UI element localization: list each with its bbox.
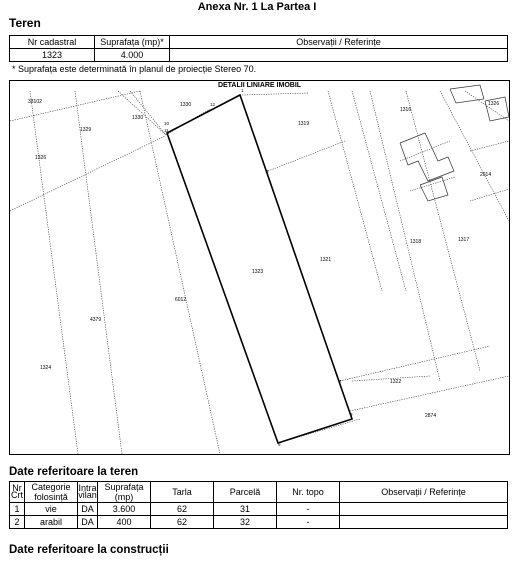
parcel-label: 1318 [410,239,422,245]
parcel-label: 1324 [40,365,52,371]
parcel-label: 1317 [458,237,470,243]
parcel-label: 1321 [320,257,332,263]
vertex-label: 3 [266,169,269,174]
vertex-label: 10 [164,121,170,126]
parcel-label: 1329 [80,127,92,133]
parcel-label: 1322 [390,379,402,385]
parcel-label: 33102 [28,99,42,105]
parcel-label: 2014 [480,172,492,178]
cell-nr-topo: - [277,516,340,529]
cell-nr-cadastral: 1323 [10,49,95,62]
parcel-labels [28,99,499,419]
cell-tarla: 62 [151,503,214,516]
cell-parcela: 32 [214,516,277,529]
table-row [10,49,508,62]
header-suprafata: Suprafața (mp) [98,482,151,503]
header-intravilan: Intra vilan [78,482,98,503]
map-drawing [10,81,509,454]
teren-section-title: Teren [9,16,41,30]
cell-observatii [170,49,508,62]
cell-observatii [340,503,508,516]
vertex-label: 12 [210,102,216,107]
teren-table-header [10,36,508,49]
header-observatii: Observații / Referințe [340,482,508,503]
cell-suprafata: 3.600 [98,503,151,516]
cell-observatii [340,516,508,529]
header-categorie: Categorie folosință [25,482,78,503]
annex-title: Anexa Nr. 1 La Partea I [197,1,317,13]
parcel-label: 1319 [298,121,310,127]
header-parcela: Parcelă [214,482,277,503]
table-row [10,503,508,516]
parcel-label: 1326 [35,155,47,161]
cell-intravilan: DA [78,516,98,529]
vertex-label: 7 [339,379,342,384]
header-nr-crt: Nr Crt [10,482,25,503]
projection-note: * Suprafața este determinată în planul de proiecție Stereo 70. [12,64,257,74]
parcel-label: 1326 [488,101,500,107]
header-nr-cadastral: Nr cadastral [10,36,95,49]
cell-categorie: vie [25,503,78,516]
cell-nr-topo: - [277,503,340,516]
parcel-label: 2874 [425,413,437,419]
parcel-label-main: 1323 [252,269,264,275]
parcel-label: 1330 [132,115,144,121]
parcel-label: 1330 [180,102,192,108]
cell-suprafata: 400 [98,516,151,529]
header-suprafata: Suprafața (mp)* [95,36,170,49]
vertex-label: 9 [278,442,281,447]
cell-suprafata: 4.000 [95,49,170,62]
date-teren-title: Date referitoare la teren [9,466,139,478]
header-observatii: Observații / Referințe [170,36,508,49]
cell-parcela: 31 [214,503,277,516]
map-title: DETALII LINIARE IMOBIL [217,82,302,89]
header-nr-topo: Nr. topo [277,482,340,503]
cell-intravilan: DA [78,503,98,516]
date-constructii-title: Date referitoare la construcții [9,544,169,556]
table-row [10,516,508,529]
vertex-label: 11 [164,128,169,133]
parcel-label: 4379 [90,317,102,323]
teren-table [9,35,508,62]
date-teren-header [10,482,508,503]
cadastral-map [9,80,510,455]
cell-categorie: arabil [25,516,78,529]
cell-nr: 1 [10,503,25,516]
vertex-labels [164,88,353,447]
cell-tarla: 62 [151,516,214,529]
parcel-label: 6012 [175,297,187,303]
header-tarla: Tarla [151,482,214,503]
vertex-label: 1 [241,88,244,93]
cell-nr: 2 [10,516,25,529]
date-teren-table [9,481,508,529]
parcel-label: 1316 [400,107,412,113]
vertex-label: 8 [350,412,353,417]
